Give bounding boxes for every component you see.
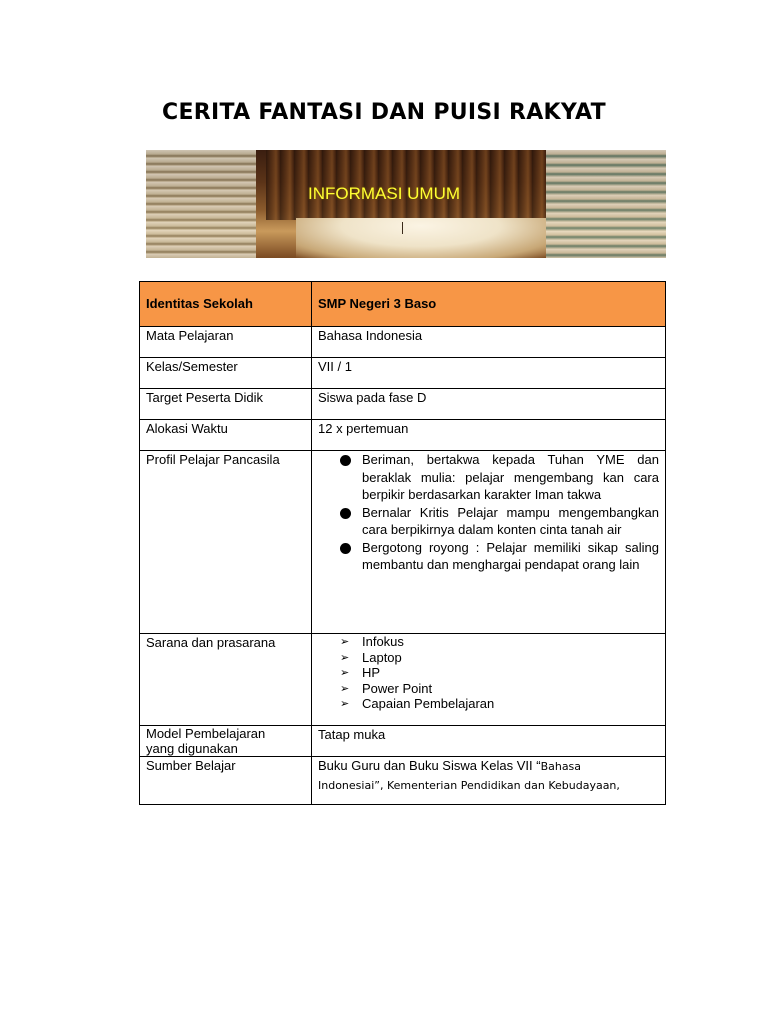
sarana-list [318, 634, 659, 712]
book-stack-left [146, 150, 256, 258]
list-item: Bernalar Kritis Pelajar mampu mengembangkan cara berpikirnya dalam konten cinta tanah air [362, 504, 659, 537]
list-item: ➢ Power Point [362, 681, 659, 697]
list-item: Beriman, bertakwa kepada Tuhan YME dan beraklak mulia: pelajar mengembang kan cara berpikir berdasarkan karakter Iman takwa [362, 452, 659, 502]
profil-row [140, 451, 666, 634]
document-title: CERITA FANTASI DAN PUISI RAKYAT [162, 100, 606, 125]
open-book [296, 218, 546, 258]
row-value: 12 x pertemuan [312, 420, 666, 451]
profil-list [318, 451, 659, 574]
sumber-value [312, 757, 666, 805]
sarana-row [140, 634, 666, 726]
list-item: ➢ Laptop [362, 650, 659, 666]
list-item: ➢ Infokus [362, 634, 659, 650]
sumber-value-line2: Indonesiai”, Kementerian Pendidikan dan Kebudayaan, [318, 778, 620, 792]
sumber-label: Sumber Belajar [140, 757, 312, 805]
sumber-row [140, 757, 666, 805]
sarana-value [312, 634, 666, 726]
row-label: Mata Pelajaran [140, 327, 312, 358]
row-value: VII / 1 [312, 358, 666, 389]
row-value: Bahasa Indonesia [312, 327, 666, 358]
model-value: Tatap muka [312, 726, 666, 757]
book-spine [402, 222, 403, 234]
model-label-line1: Model Pembelajaran [146, 726, 266, 741]
book-stack-right [546, 150, 666, 258]
table-row [140, 327, 666, 358]
model-row [140, 726, 666, 757]
sarana-label: Sarana dan prasarana [140, 634, 312, 726]
sumber-value-part2: Bahasa [540, 760, 582, 773]
table-row [140, 420, 666, 451]
row-label: Alokasi Waktu [140, 420, 312, 451]
row-value: Siswa pada fase D [312, 389, 666, 420]
row-label: Target Peserta Didik [140, 389, 312, 420]
profil-label: Profil Pelajar Pancasila [140, 451, 312, 634]
banner-title: INFORMASI UMUM [307, 184, 461, 203]
model-label [140, 726, 312, 757]
table-row [140, 389, 666, 420]
sumber-value-part1: Buku Guru dan Buku Siswa Kelas VII “ [318, 758, 541, 773]
table-row [140, 358, 666, 389]
info-table [139, 281, 666, 805]
list-item: ➢ HP [362, 665, 659, 681]
header-value: SMP Negeri 3 Baso [312, 282, 666, 327]
model-label-line2: yang digunakan [146, 741, 238, 756]
list-item: Bergotong royong : Pelajar memiliki sikap saling membantu dan menghargai pendapat orang lain [362, 539, 659, 572]
banner-image [146, 150, 666, 258]
profil-value [312, 451, 666, 634]
list-item: ➢ Capaian Pembelajaran [362, 696, 659, 712]
header-label: Identitas Sekolah [140, 282, 312, 327]
row-label: Kelas/Semester [140, 358, 312, 389]
table-header-row [140, 282, 666, 327]
